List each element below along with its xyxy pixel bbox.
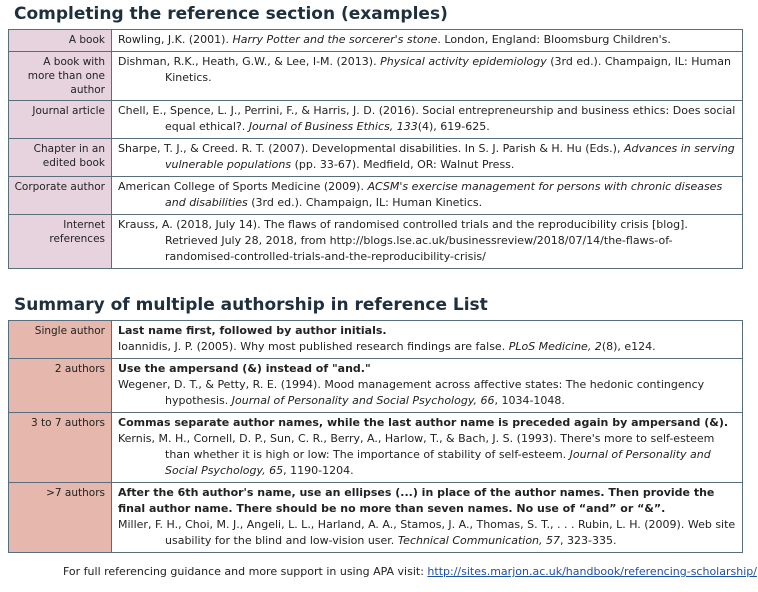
reference-italic-text: ACSM's exercise management for persons with chronic diseases and disabilities [165,180,723,209]
reference-text: (3rd ed.). Champaign, IL: Human Kinetics. [247,196,483,209]
row-label: A book with more than one author [9,52,112,101]
table-row [9,413,743,483]
reference-text: Sharpe, T. J., & Creed. R. T. (2007). Developmental disabilities. In S. J. Parish & H. Hu (Eds.), [118,142,624,155]
row-label: Corporate author [9,177,112,215]
reference-text: Miller, F. H., Choi, M. J., Angeli, L. L., Harland, A. A., Stamos, J. A., Thomas, S. T., . . . Rubin, L. H. (2009). Web site usability for the blind and low-vision user. [118,518,736,547]
referencing-guide-link[interactable]: http://sites.marjon.ac.uk/handbook/referencing-scholarship/ [427,565,757,578]
reference-text: , 1034-1048. [494,394,565,407]
table-row [9,359,743,413]
reference-entry [118,377,736,409]
table-row [9,139,743,177]
footer-text: For full referencing guidance and more support in using APA visit: [63,565,428,578]
reference-text: (4), 619-625. [417,120,490,133]
row-label: 2 authors [9,359,112,413]
row-label: Single author [9,321,112,359]
row-content [112,483,743,553]
reference-text: , 323-335. [560,534,617,547]
reference-text: Kernis, M. H., Cornell, D. P., Sun, C. R., Berry, A., Harlow, T., & Bach, J. S. (1993). There's more to self-esteem than whether it is high or low: The importance of stability of self-esteem. [118,432,715,461]
reference-entry [118,32,736,48]
row-label: Internet references [9,215,112,269]
authorship-rule: Use the ampersand (&) instead of "and." [118,362,371,375]
reference-text: (3rd ed.). Champaign, IL: Human Kinetics. [165,55,731,84]
reference-text: Ioannidis, J. P. (2005). Why most published research findings are false. [118,340,509,353]
row-content [112,215,743,269]
row-content [112,139,743,177]
reference-italic-text: Harry Potter and the sorcerer's stone [232,33,438,46]
table-row [9,177,743,215]
footer-note [63,565,757,578]
section-title-examples: Completing the reference section (examples) [14,4,448,24]
row-label: >7 authors [9,483,112,553]
reference-text: Rowling, J.K. (2001). [118,33,233,46]
authorship-rule: After the 6th author's name, use an ellipses (...) in place of the author names. Then provide the final author name. There should be no more than seven names. No use of “and” or “&”. [118,486,715,515]
row-content [112,177,743,215]
reference-text: American College of Sports Medicine (2009). [118,180,368,193]
row-label: Chapter in an edited book [9,139,112,177]
row-content [112,101,743,139]
row-label: Journal article [9,101,112,139]
reference-italic-text: Advances in serving vulnerable populations [165,142,735,171]
reference-entry [118,217,736,265]
row-content [112,52,743,101]
table-row [9,321,743,359]
table-row [9,483,743,553]
row-label: A book [9,30,112,52]
row-content [112,413,743,483]
authorship-rule: Last name first, followed by author initials. [118,324,387,337]
reference-text: Krauss, A. (2018, July 14). The flaws of randomised controlled trials and the reproducibility crisis [blog]. Retrieved July 28, 2018, from http://blogs.lse.ac.uk/businessreview/2018/07/14/the-flaws-of-randomised-controlled-trials-and-the-reproducibility-crisis/ [118,218,688,263]
reference-text: Wegener, D. T., & Petty, R. E. (1994). Mood management across affective states: The hedonic contingency hypothesis. [118,378,705,407]
reference-text: Dishman, R.K., Heath, G.W., & Lee, I-M. (2013). [118,55,381,68]
reference-entry [118,141,736,173]
table-row [9,101,743,139]
row-label: 3 to 7 authors [9,413,112,483]
reference-italic-text: PLoS Medicine, 2 [508,340,602,353]
reference-italic-text: Technical Communication, 57 [397,534,561,547]
examples-table [8,29,743,269]
row-content [112,321,743,359]
reference-italic-text: Journal of Business Ethics, 133 [248,120,418,133]
reference-text: (8), e124. [601,340,656,353]
section-title-authorship: Summary of multiple authorship in reference List [14,295,488,315]
reference-entry [118,517,736,549]
reference-entry [118,179,736,211]
reference-entry [118,431,736,479]
table-row [9,215,743,269]
reference-italic-text: Journal of Personality and Social Psychology, 65 [165,448,711,477]
reference-text: (pp. 33-67). Medfield, OR: Walnut Press. [291,158,515,171]
reference-text: . London, England: Bloomsburg Children's. [437,33,671,46]
authorship-rule: Commas separate author names, while the last author name is preceded again by ampersand (&). [118,416,729,429]
row-content [112,30,743,52]
authorship-table [8,320,743,553]
reference-entry [118,339,736,355]
reference-italic-text: Journal of Personality and Social Psychology, 66 [231,394,495,407]
reference-entry [118,54,736,86]
reference-text: Chell, E., Spence, L. J., Perrini, F., & Harris, J. D. (2016). Social entrepreneurship and business ethics: Does social equal ethical?. [118,104,736,133]
reference-entry [118,103,736,135]
reference-italic-text: Physical activity epidemiology [380,55,547,68]
table-row [9,30,743,52]
table-row [9,52,743,101]
reference-text: , 1190-1204. [283,464,354,477]
row-content [112,359,743,413]
